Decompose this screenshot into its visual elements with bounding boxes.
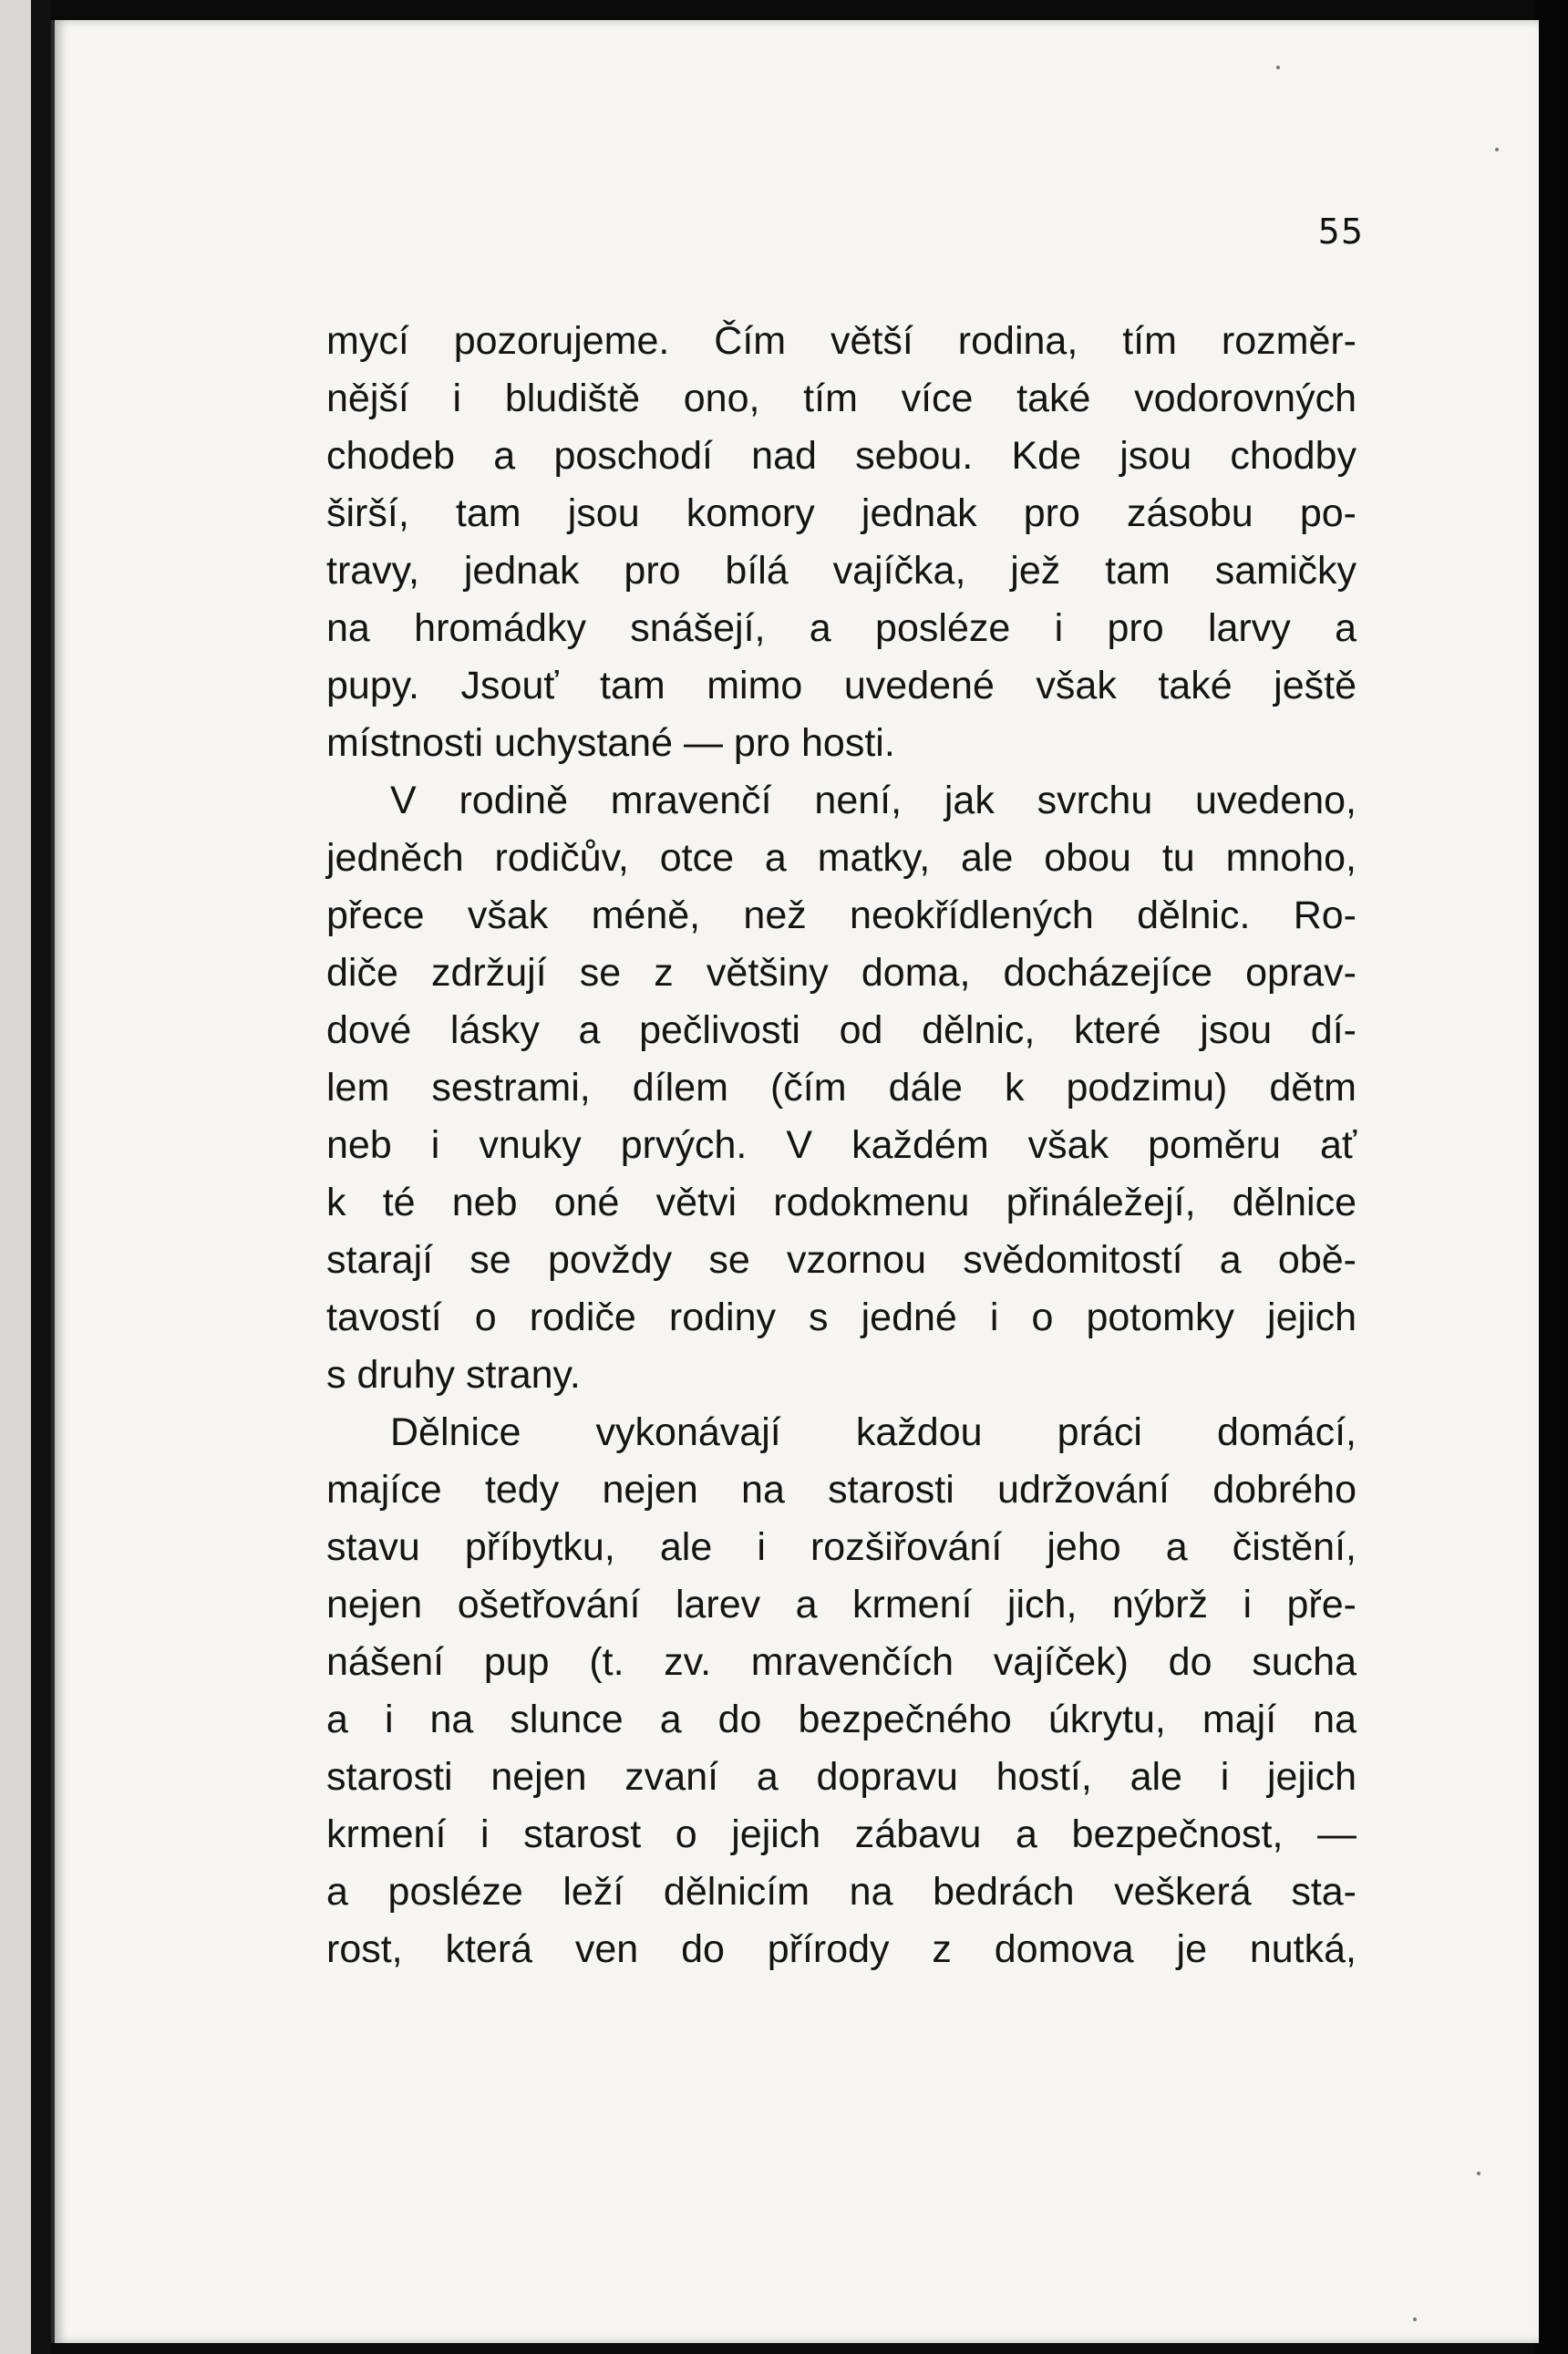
text-line: starají se povždy se vzornou svědomitostí a obě-	[326, 1238, 1357, 1282]
text-line: místnosti uchystané — pro hosti.	[326, 721, 895, 765]
text-line: diče zdržují se z většiny doma, docházejíce oprav-	[326, 951, 1357, 995]
text-line: travy, jednak pro bílá vajíčka, jež tam samičky	[326, 549, 1357, 593]
page-number: 55	[1317, 212, 1364, 252]
text-line: stavu příbytku, ale i rozšiřování jeho a čistění,	[326, 1525, 1357, 1569]
paper-speck	[1495, 148, 1499, 151]
adjacent-page-edge	[0, 0, 31, 2354]
text-line: a i na slunce a do bezpečného úkrytu, mají na	[326, 1698, 1357, 1741]
right-scan-edge	[1535, 0, 1568, 2354]
text-line: k té neb oné větvi rodokmenu přináležejí, dělnice	[326, 1181, 1357, 1224]
text-line: jedněch rodičův, otce a matky, ale obou tu mnoho,	[326, 836, 1357, 880]
paper-speck	[1413, 2318, 1417, 2321]
paper-speck	[1477, 2172, 1480, 2175]
text-line: pupy. Jsouť tam mimo uvedené však také ještě	[326, 664, 1357, 707]
text-line: nější i bludiště ono, tím více také vodorovných	[326, 377, 1357, 420]
text-line: neb i vnuky prvých. V každém však poměru ať	[326, 1123, 1357, 1167]
text-line: přece však méně, než neokřídlených dělnic. Ro-	[326, 893, 1357, 937]
text-line: s druhy strany.	[326, 1353, 581, 1397]
paper-speck	[1276, 66, 1280, 69]
text-line: na hromádky snášejí, a posléze i pro larvy a	[326, 606, 1357, 650]
text-line: a posléze leží dělnicím na bedrách veškerá sta-	[326, 1870, 1357, 1914]
text-line: majíce tedy nejen na starosti udržování dobrého	[326, 1468, 1357, 1512]
text-line: nášení pup (t. zv. mravenčích vajíček) do sucha	[326, 1640, 1357, 1684]
text-line: nejen ošetřování larev a krmení jich, nýbrž i pře-	[326, 1583, 1357, 1626]
text-line: krmení i starost o jejich zábavu a bezpečnost, —	[326, 1812, 1357, 1856]
text-line: chodeb a poschodí nad sebou. Kde jsou chodby	[326, 434, 1357, 478]
text-line: Dělnice vykonávají každou práci domácí,	[390, 1410, 1357, 1454]
text-line: širší, tam jsou komory jednak pro zásobu po-	[326, 491, 1357, 535]
text-line: rost, která ven do přírody z domova je nutká,	[326, 1927, 1357, 1971]
body-text	[326, 313, 1357, 1978]
text-line: V rodině mravenčí není, jak svrchu uvedeno,	[390, 779, 1357, 822]
text-line: mycí pozorujeme. Čím větší rodina, tím rozměr-	[326, 319, 1357, 363]
text-line: lem sestrami, dílem (čím dále k podzimu) dětm	[326, 1066, 1357, 1110]
text-line: tavostí o rodiče rodiny s jedné i o potomky jejich	[326, 1296, 1357, 1339]
text-line: dové lásky a pečlivosti od dělnic, které jsou dí-	[326, 1008, 1357, 1052]
text-line: starosti nejen zvaní a dopravu hostí, ale i jejich	[326, 1755, 1357, 1799]
binding-shadow	[31, 0, 51, 2354]
